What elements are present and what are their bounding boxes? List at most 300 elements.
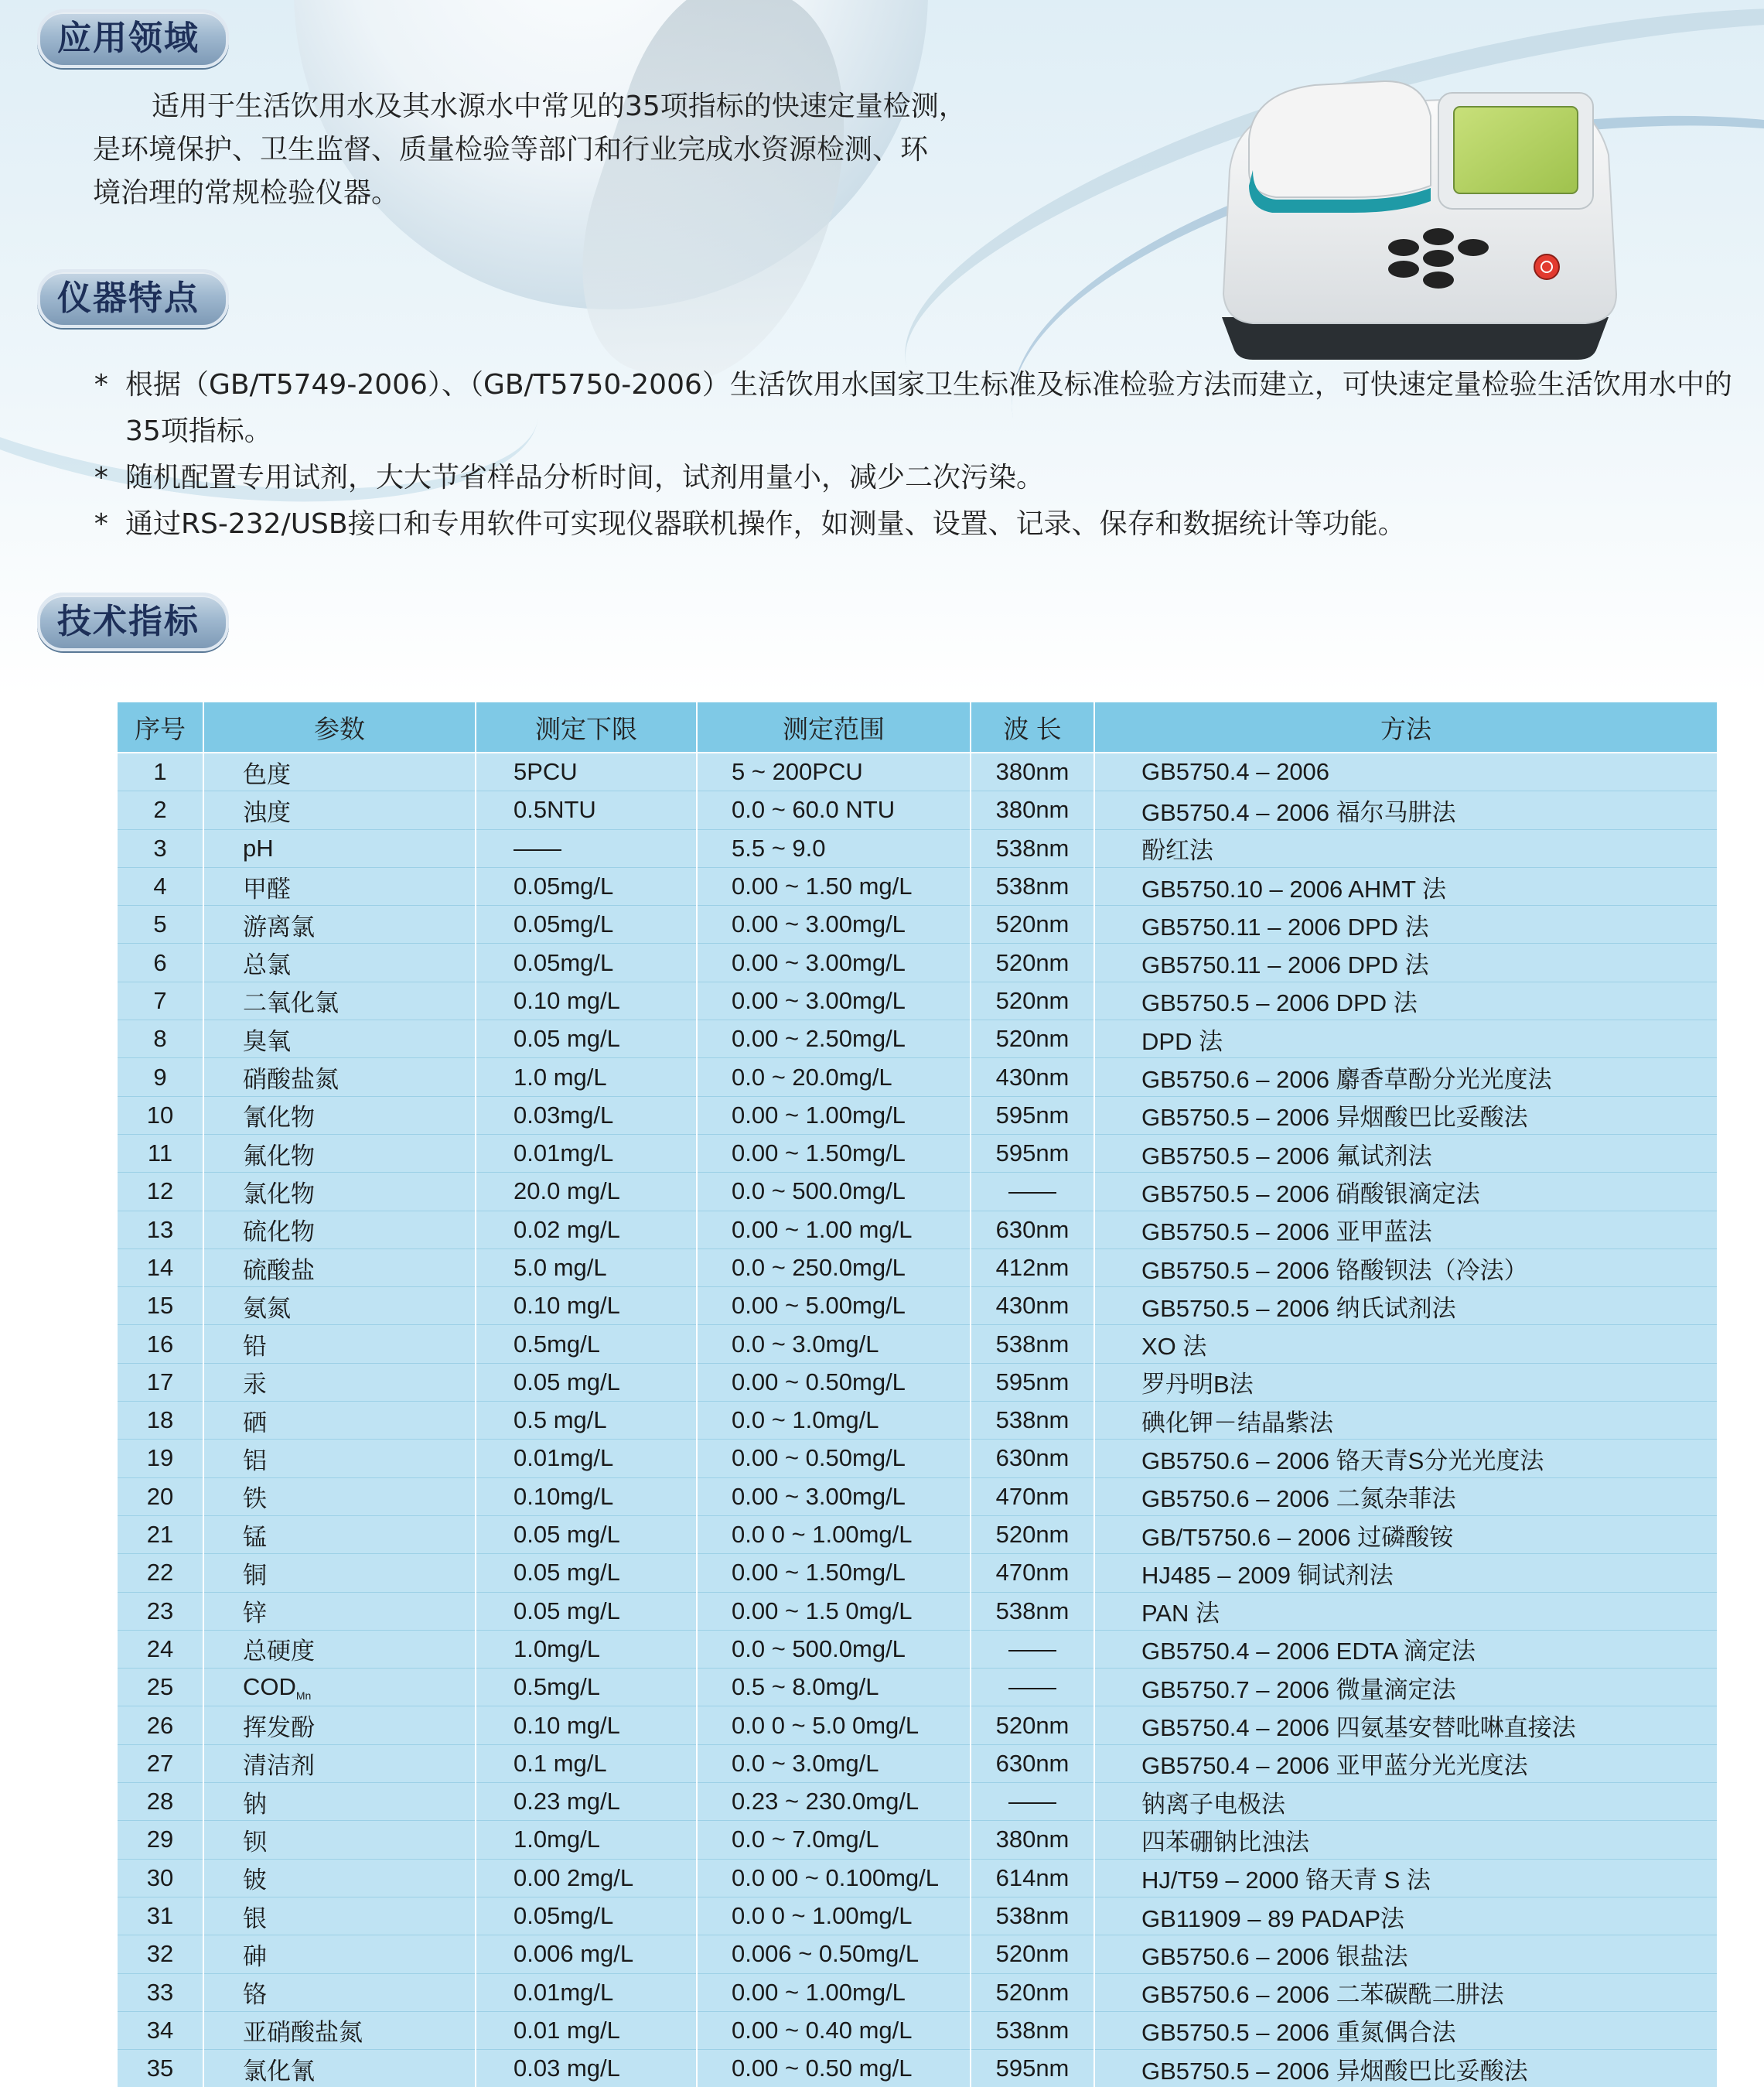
- cell-text: 0.0 ~ 3.0mg/L: [732, 1749, 879, 1777]
- lower-limit-cell: [476, 1020, 697, 1058]
- lower-limit-cell: [476, 829, 697, 867]
- wavelength-cell: [971, 1020, 1094, 1058]
- cell-text: ——: [1008, 1634, 1056, 1662]
- cell-text: 0.05mg/L: [514, 910, 614, 938]
- cell-text: 34: [146, 2016, 174, 2044]
- row-number: [117, 1897, 203, 1935]
- bullet-marker: *: [93, 462, 110, 494]
- wavelength-cell: [971, 944, 1094, 982]
- cell-text: 0.0 ~ 500.0mg/L: [732, 1177, 906, 1205]
- wavelength-cell: [971, 1592, 1094, 1630]
- cell-text: 钡: [243, 1828, 267, 1856]
- lower-limit-cell: [476, 1058, 697, 1096]
- param-cell: [203, 1440, 476, 1477]
- cell-text: 罗丹明B法: [1141, 1371, 1254, 1399]
- lower-limit-cell: [476, 2011, 697, 2049]
- method-cell: [1094, 1020, 1718, 1058]
- section-title-application: 应用领域: [37, 9, 229, 68]
- feature-text: 通过RS-232/USB接口和专用软件可实现仪器联机操作，如测量、设置、记录、保存和数据统计等功能。: [125, 508, 1406, 540]
- cell-text: 5 ~ 200PCU: [732, 758, 863, 786]
- cell-text: 0.1 mg/L: [514, 1749, 607, 1777]
- section-title-features: 仪器特点: [37, 269, 229, 328]
- cell-text: 5PCU: [514, 758, 578, 786]
- lower-limit-cell: [476, 982, 697, 1020]
- cell-text: 0.23 ~ 230.0mg/L: [732, 1788, 920, 1815]
- table-row: [117, 1554, 1718, 1592]
- method-cell: [1094, 1859, 1718, 1897]
- cell-text: 0.00 ~ 1.00mg/L: [732, 1978, 906, 2006]
- cell-text: 总氯: [243, 951, 291, 979]
- cell-text: 520nm: [995, 986, 1070, 1014]
- cell-text: 5: [153, 910, 167, 938]
- param-cell: [203, 1744, 476, 1782]
- param-cell: [203, 1973, 476, 2011]
- cell-text: 硫化物: [243, 1218, 315, 1246]
- table-row: [117, 1287, 1718, 1325]
- cell-text: GB5750.6 – 2006 铬天青S分光光度法: [1141, 1447, 1544, 1474]
- method-cell: [1094, 867, 1718, 905]
- param-cell: [203, 1477, 476, 1515]
- lower-limit-cell: [476, 1935, 697, 1973]
- cell-text: 0.0 0 ~ 1.00mg/L: [732, 1521, 913, 1549]
- range-cell: [697, 1783, 971, 1821]
- lower-limit-cell: [476, 1744, 697, 1782]
- lower-limit-cell: [476, 906, 697, 944]
- wavelength-cell: [971, 791, 1094, 829]
- range-cell: [697, 1363, 971, 1401]
- wavelength-cell: [971, 2011, 1094, 2049]
- cod-subscript: Mn: [295, 1689, 312, 1702]
- table-row: [117, 982, 1718, 1020]
- row-number: [117, 982, 203, 1020]
- wavelength-cell: [971, 1287, 1094, 1325]
- cell-text: 630nm: [995, 1215, 1070, 1243]
- wavelength-cell: [971, 1173, 1094, 1211]
- cell-text: 0.01mg/L: [514, 1444, 614, 1472]
- cell-text: 19: [146, 1444, 174, 1472]
- param-cell: [203, 944, 476, 982]
- param-cell: [203, 1669, 476, 1706]
- cell-text: GB5750.5 – 2006 氟试剂法: [1141, 1142, 1432, 1170]
- cell-text: 亚硝酸盐氮: [243, 2019, 363, 2047]
- lower-limit-cell: [476, 1897, 697, 1935]
- cell-text: 0.00 ~ 0.50mg/L: [732, 1368, 906, 1395]
- row-number: [117, 1859, 203, 1897]
- cell-text: 钠离子电极法: [1141, 1790, 1285, 1818]
- cell-text: 硫酸盐: [243, 1256, 315, 1284]
- method-cell: [1094, 2011, 1718, 2049]
- row-number: [117, 1402, 203, 1440]
- cell-text: 0.00 ~ 1.00 mg/L: [732, 1215, 913, 1243]
- cell-text: 0.00 ~ 1.00mg/L: [732, 1101, 906, 1129]
- method-cell: [1094, 829, 1718, 867]
- cell-text: 29: [146, 1826, 174, 1853]
- cell-text: 氨氮: [243, 1294, 291, 1322]
- wavelength-cell: [971, 1859, 1094, 1897]
- method-cell: [1094, 1554, 1718, 1592]
- cell-text: GB5750.4 – 2006 福尔马肼法: [1141, 798, 1456, 826]
- row-number: [117, 791, 203, 829]
- cell-text: 0.5mg/L: [514, 1330, 601, 1358]
- row-number: [117, 1173, 203, 1211]
- cell-text: 470nm: [995, 1559, 1070, 1587]
- application-line: 是环境保护、卫生监督、质量检验等部门和行业完成水资源检测、环: [93, 134, 929, 166]
- method-cell: [1094, 1248, 1718, 1286]
- bullet-marker: *: [93, 508, 110, 540]
- cell-text: 氯化氰: [243, 2057, 315, 2085]
- cell-text: GB5750.4 – 2006 亚甲蓝分光光度法: [1141, 1752, 1528, 1780]
- row-number: [117, 944, 203, 982]
- cell-text: 1: [153, 758, 167, 786]
- cell-text: 总硬度: [243, 1638, 315, 1665]
- row-number: [117, 2050, 203, 2087]
- cell-text: 氟化物: [243, 1142, 315, 1170]
- table-row: [117, 753, 1718, 791]
- method-cell: [1094, 1821, 1718, 1859]
- method-cell: [1094, 1783, 1718, 1821]
- cell-text: 538nm: [995, 834, 1070, 862]
- cell-text: 二氧化氯: [243, 989, 339, 1017]
- cell-text: 0.00 ~ 0.40 mg/L: [732, 2016, 913, 2044]
- cell-text: 0.00 ~ 0.50 mg/L: [732, 2055, 913, 2082]
- table-row: [117, 1897, 1718, 1935]
- table-row: [117, 1706, 1718, 1744]
- table-row: [117, 1669, 1718, 1706]
- cell-text: 浊度: [243, 798, 291, 826]
- row-number: [117, 1020, 203, 1058]
- row-number: [117, 1783, 203, 1821]
- cell-text: 520nm: [995, 1521, 1070, 1549]
- range-cell: [697, 1669, 971, 1706]
- param-cell: [203, 1287, 476, 1325]
- method-cell: [1094, 1935, 1718, 1973]
- param-cell: [203, 1706, 476, 1744]
- lower-limit-cell: [476, 1211, 697, 1248]
- range-cell: [697, 906, 971, 944]
- cell-text: 20.0 mg/L: [514, 1177, 620, 1205]
- cell-text: 0.0 ~ 60.0 NTU: [732, 796, 896, 824]
- param-cell: [203, 1554, 476, 1592]
- lower-limit-cell: [476, 1096, 697, 1134]
- param-cell: [203, 2011, 476, 2049]
- row-number: [117, 1211, 203, 1248]
- range-cell: [697, 1402, 971, 1440]
- instrument-image: [1206, 62, 1624, 371]
- cell-text: 0.03mg/L: [514, 1101, 614, 1129]
- cell-text: 0.02 mg/L: [514, 1215, 620, 1243]
- method-cell: [1094, 1669, 1718, 1706]
- wavelength-cell: [971, 982, 1094, 1020]
- wavelength-cell: [971, 1669, 1094, 1706]
- cell-text: 0.00 ~ 5.00mg/L: [732, 1292, 906, 1320]
- table-row: [117, 1363, 1718, 1401]
- table-row: [117, 1402, 1718, 1440]
- table-row: [117, 1020, 1718, 1058]
- cell-text: 5.5 ~ 9.0: [732, 834, 826, 862]
- table-row: [117, 1592, 1718, 1630]
- cell-text: 2: [153, 796, 167, 824]
- lower-limit-cell: [476, 753, 697, 791]
- cell-text: 0.03 mg/L: [514, 2055, 620, 2082]
- table-row: [117, 1325, 1718, 1363]
- cell-text: 0.00 ~ 3.00mg/L: [732, 986, 906, 1014]
- cell-text: GB5750.4 – 2006 EDTA 滴定法: [1141, 1638, 1476, 1665]
- param-cell: [203, 1363, 476, 1401]
- table-row: [117, 1821, 1718, 1859]
- cell-text: GB5750.6 – 2006 二氮杂菲法: [1141, 1485, 1456, 1513]
- method-cell: [1094, 906, 1718, 944]
- feature-text: 随机配置专用试剂，大大节省样品分析时间，试剂用量小，减少二次污染。: [125, 462, 1045, 494]
- range-cell: [697, 1058, 971, 1096]
- range-cell: [697, 1935, 971, 1973]
- features-list: [93, 362, 1748, 548]
- header-method: 方法: [1094, 702, 1718, 753]
- cell-text: GB5750.10 – 2006 AHMT 法: [1141, 875, 1447, 903]
- cell-text: 汞: [243, 1371, 267, 1399]
- method-cell: [1094, 1325, 1718, 1363]
- cell-text: 0.0 ~ 7.0mg/L: [732, 1826, 879, 1853]
- cell-text: GB5750.6 – 2006 银盐法: [1141, 1942, 1408, 1970]
- section-title-specs: 技术指标: [37, 593, 229, 651]
- wavelength-cell: [971, 1935, 1094, 1973]
- lower-limit-cell: [476, 1973, 697, 2011]
- cell-text: 27: [146, 1749, 174, 1777]
- cell-text: 0.01 mg/L: [514, 2016, 620, 2044]
- wavelength-cell: [971, 1515, 1094, 1553]
- wavelength-cell: [971, 1134, 1094, 1172]
- cell-text: 铜: [243, 1561, 267, 1589]
- header-lower-limit: 测定下限: [476, 702, 697, 753]
- param-cell: [203, 1515, 476, 1553]
- wavelength-cell: [971, 1821, 1094, 1859]
- table-row: [117, 1096, 1718, 1134]
- cell-text: 0.0 0 ~ 1.00mg/L: [732, 1902, 913, 1930]
- header-no: 序号: [117, 702, 203, 753]
- cell-text: 铝: [243, 1447, 267, 1474]
- param-cell: [203, 1402, 476, 1440]
- lower-limit-cell: [476, 1287, 697, 1325]
- cell-text: 614nm: [995, 1863, 1070, 1891]
- range-cell: [697, 1744, 971, 1782]
- cell-text: 430nm: [995, 1063, 1070, 1091]
- wavelength-cell: [971, 1058, 1094, 1096]
- cell-text: 0.00 ~ 1.50mg/L: [732, 1139, 906, 1167]
- table-row: [117, 1440, 1718, 1477]
- param-cell: [203, 1211, 476, 1248]
- cell-text: 26: [146, 1711, 174, 1739]
- table-row: [117, 1248, 1718, 1286]
- range-cell: [697, 1248, 971, 1286]
- range-cell: [697, 829, 971, 867]
- cell-text: GB5750.5 – 2006 重氮偶合法: [1141, 2019, 1456, 2047]
- method-cell: [1094, 1744, 1718, 1782]
- cell-text: GB5750.11 – 2006 DPD 法: [1141, 951, 1429, 979]
- cell-text: 0.00 ~ 0.50mg/L: [732, 1444, 906, 1472]
- cell-text: 1.0 mg/L: [514, 1063, 607, 1091]
- cell-text: 0.0 ~ 1.0mg/L: [732, 1406, 879, 1434]
- method-cell: [1094, 982, 1718, 1020]
- method-cell: [1094, 1440, 1718, 1477]
- cell-text: GB11909 – 89 PADAP法: [1141, 1904, 1405, 1932]
- cell-text: 23: [146, 1597, 174, 1624]
- cell-text: GB5750.5 – 2006 硝酸银滴定法: [1141, 1180, 1480, 1207]
- cell-text: 0.05mg/L: [514, 948, 614, 976]
- cell-text: 0.05mg/L: [514, 873, 614, 900]
- feature-item: [93, 501, 1748, 548]
- range-cell: [697, 1134, 971, 1172]
- cell-text: 0.5mg/L: [514, 1673, 601, 1701]
- row-number: [117, 1935, 203, 1973]
- cell-text: 470nm: [995, 1482, 1070, 1510]
- method-cell: [1094, 791, 1718, 829]
- cell-text: 挥发酚: [243, 1714, 315, 1742]
- cell-text: 0.5 ~ 8.0mg/L: [732, 1673, 879, 1701]
- cell-text: 24: [146, 1634, 174, 1662]
- lower-limit-cell: [476, 791, 697, 829]
- method-cell: [1094, 1477, 1718, 1515]
- method-cell: [1094, 1211, 1718, 1248]
- param-cell: [203, 982, 476, 1020]
- cell-text: 15: [146, 1292, 174, 1320]
- method-cell: [1094, 1287, 1718, 1325]
- param-cell: [203, 1592, 476, 1630]
- cell-text: 铬: [243, 1981, 267, 2009]
- cell-text: 595nm: [995, 1368, 1070, 1395]
- cell-text: 16: [146, 1330, 174, 1358]
- cell-text: 520nm: [995, 1940, 1070, 1968]
- cell-text: 25: [146, 1673, 174, 1701]
- param-cell: [203, 829, 476, 867]
- cell-text: 430nm: [995, 1292, 1070, 1320]
- table-row: [117, 1477, 1718, 1515]
- cell-text: 4: [153, 873, 167, 900]
- cell-text: 28: [146, 1788, 174, 1815]
- header-wavelength: 波 长: [971, 702, 1094, 753]
- cell-text: 0.00 ~ 2.50mg/L: [732, 1025, 906, 1053]
- range-cell: [697, 1287, 971, 1325]
- cell-text: 18: [146, 1406, 174, 1434]
- cell-text: HJ/T59 – 2000 铬天青 S 法: [1141, 1867, 1431, 1894]
- cell-text: 色度: [243, 760, 291, 788]
- cell-text: 0.00 2mg/L: [514, 1863, 634, 1891]
- cell-text: 630nm: [995, 1444, 1070, 1472]
- table-row: [117, 2050, 1718, 2087]
- wavelength-cell: [971, 1325, 1094, 1363]
- lower-limit-cell: [476, 1477, 697, 1515]
- application-paragraph: [93, 85, 1067, 215]
- row-number: [117, 753, 203, 791]
- table-row: [117, 944, 1718, 982]
- wavelength-cell: [971, 1440, 1094, 1477]
- row-number: [117, 1134, 203, 1172]
- cell-text: 10: [146, 1101, 174, 1129]
- cell-text: 520nm: [995, 1711, 1070, 1739]
- feature-text: 根据（GB/T5749-2006）、（GB/T5750-2006）生活饮用水国家卫生标准及标准检验方法而建立，可快速定量检验生活饮用水中的35项指标。: [125, 369, 1732, 447]
- cell-text: 硒: [243, 1409, 267, 1436]
- table-row: [117, 1859, 1718, 1897]
- method-cell: [1094, 1096, 1718, 1134]
- cell-text: 30: [146, 1863, 174, 1891]
- lower-limit-cell: [476, 1859, 697, 1897]
- cell-text: GB5750.11 – 2006 DPD 法: [1141, 913, 1429, 941]
- wavelength-cell: [971, 1744, 1094, 1782]
- cell-text: ——: [514, 834, 561, 862]
- table-row: [117, 1744, 1718, 1782]
- table-row: [117, 906, 1718, 944]
- method-cell: [1094, 1706, 1718, 1744]
- range-cell: [697, 982, 971, 1020]
- param-cell: [203, 1325, 476, 1363]
- lower-limit-cell: [476, 1515, 697, 1553]
- spec-table: [116, 701, 1718, 2087]
- wavelength-cell: [971, 829, 1094, 867]
- cell-text: 0.0 0 ~ 5.0 0mg/L: [732, 1711, 920, 1739]
- cell-text: 35: [146, 2055, 174, 2082]
- cell-text: 0.05 mg/L: [514, 1368, 620, 1395]
- lower-limit-cell: [476, 1821, 697, 1859]
- cell-text: GB5750.4 – 2006 四氨基安替吡啉直接法: [1141, 1714, 1576, 1742]
- cell-text: 0.5NTU: [514, 796, 596, 824]
- range-cell: [697, 1325, 971, 1363]
- cell-text: 380nm: [995, 796, 1070, 824]
- lower-limit-cell: [476, 1173, 697, 1211]
- cell-text: 0.05 mg/L: [514, 1521, 620, 1549]
- table-row: [117, 1058, 1718, 1096]
- range-cell: [697, 1515, 971, 1553]
- param-cell: [203, 1783, 476, 1821]
- cell-text: 520nm: [995, 910, 1070, 938]
- cell-text: 7: [153, 986, 167, 1014]
- param-cell: [203, 1630, 476, 1668]
- range-cell: [697, 1706, 971, 1744]
- lower-limit-cell: [476, 1134, 697, 1172]
- param-cell: [203, 1058, 476, 1096]
- cell-text: ——: [1008, 1788, 1056, 1815]
- wavelength-cell: [971, 1897, 1094, 1935]
- cell-text: 0.0 ~ 500.0mg/L: [732, 1634, 906, 1662]
- lower-limit-cell: [476, 1783, 697, 1821]
- cell-text: 0.0 ~ 250.0mg/L: [732, 1254, 906, 1281]
- row-number: [117, 1363, 203, 1401]
- wavelength-cell: [971, 753, 1094, 791]
- method-cell: [1094, 1515, 1718, 1553]
- cell-text: 锰: [243, 1523, 267, 1551]
- row-number: [117, 1669, 203, 1706]
- cell-text: 甲醛: [243, 875, 291, 903]
- range-cell: [697, 867, 971, 905]
- cell-text: 1.0mg/L: [514, 1826, 601, 1853]
- cell-text: 0.00 ~ 3.00mg/L: [732, 1482, 906, 1510]
- method-cell: [1094, 1402, 1718, 1440]
- method-cell: [1094, 1134, 1718, 1172]
- cell-text: GB5750.4 – 2006: [1141, 758, 1330, 786]
- param-cell: [203, 2050, 476, 2087]
- lower-limit-cell: [476, 1554, 697, 1592]
- range-cell: [697, 1592, 971, 1630]
- cell-text: 钠: [243, 1790, 267, 1818]
- table-row: [117, 1630, 1718, 1668]
- wavelength-cell: [971, 867, 1094, 905]
- row-number: [117, 1592, 203, 1630]
- cell-text: 11: [147, 1139, 173, 1167]
- range-cell: [697, 2011, 971, 2049]
- cell-text: 0.05 mg/L: [514, 1559, 620, 1587]
- cell-text: 氯化物: [243, 1180, 315, 1207]
- cell-text: PAN 法: [1141, 1600, 1220, 1628]
- lower-limit-cell: [476, 1248, 697, 1286]
- cell-text: 0.23 mg/L: [514, 1788, 620, 1815]
- table-row: [117, 1935, 1718, 1973]
